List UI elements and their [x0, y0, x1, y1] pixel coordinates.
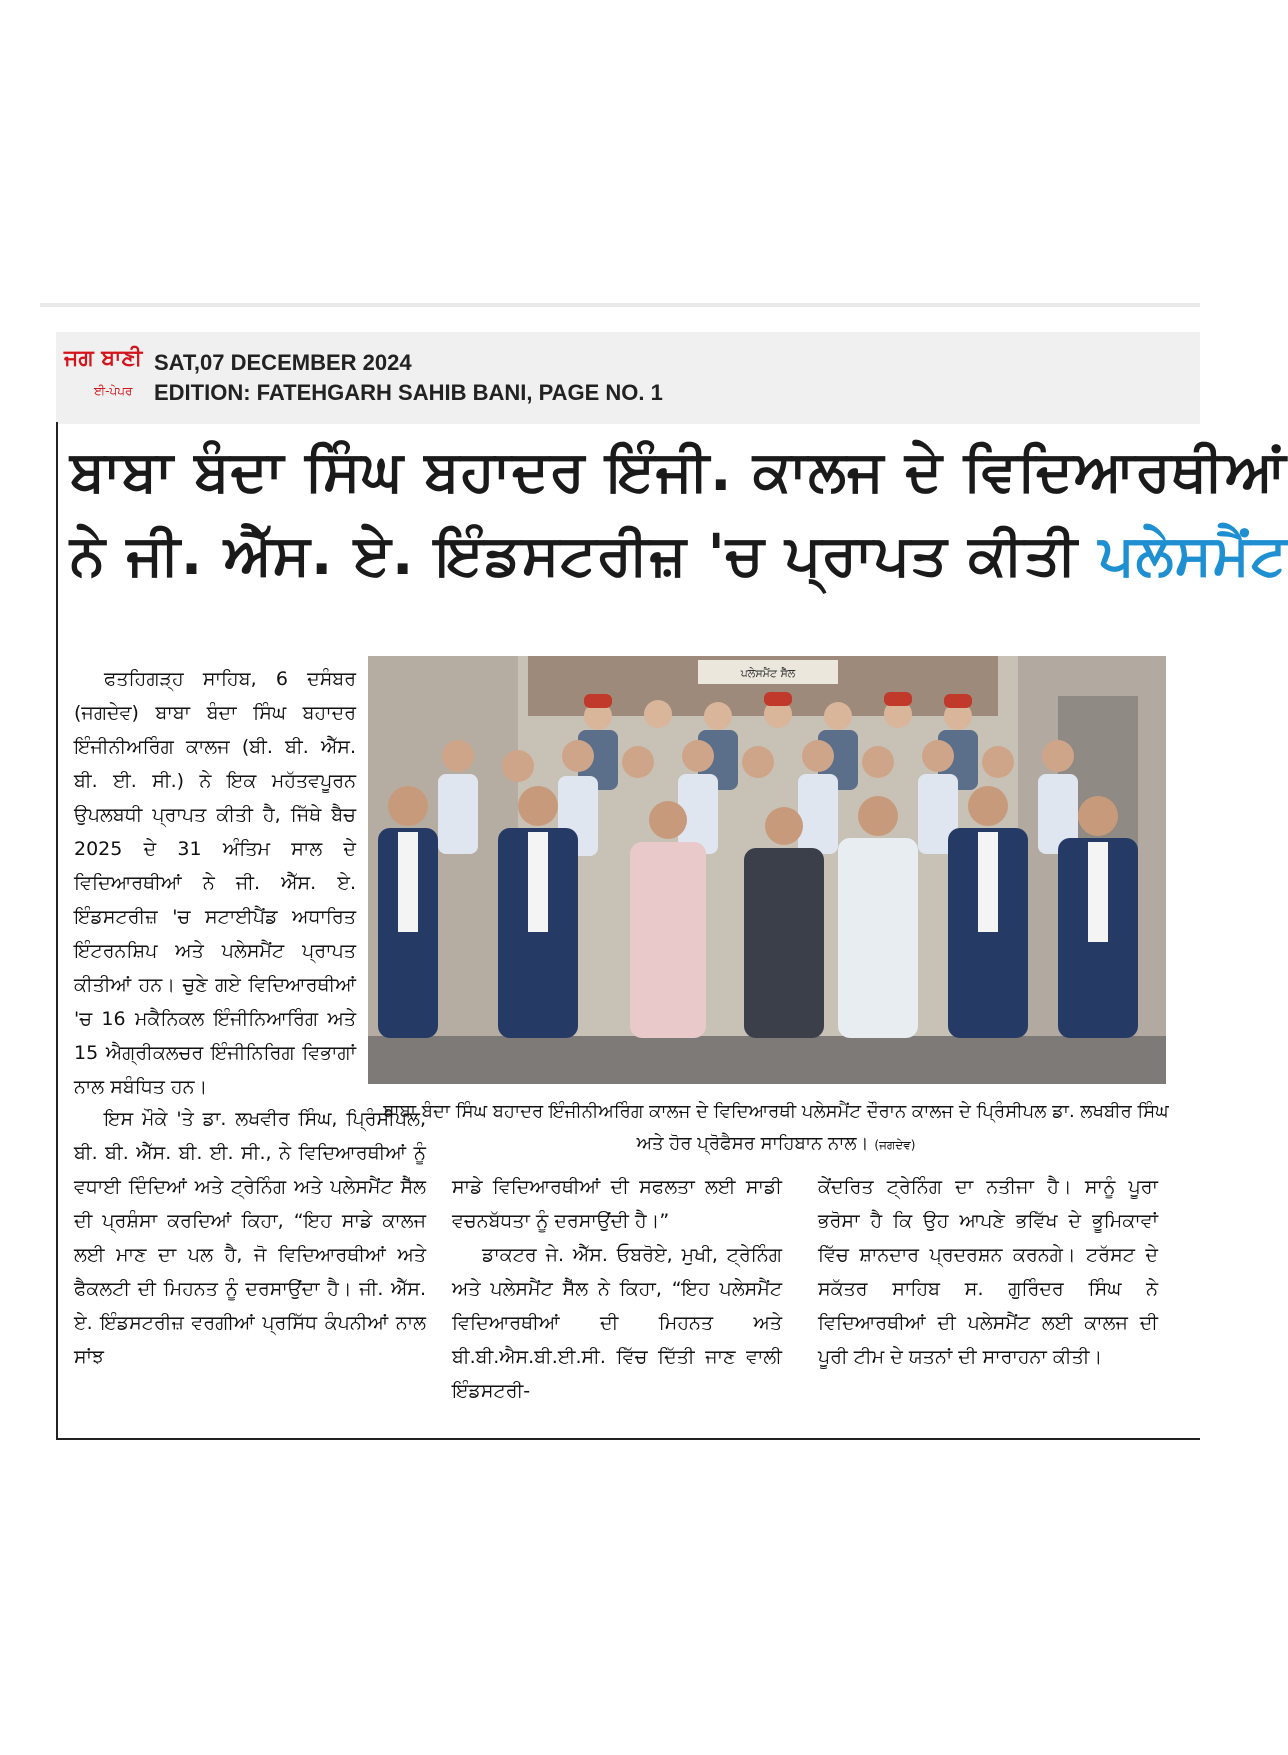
headline-line-2-text: ਨੇ ਜੀ. ਐੱਸ. ਏ. ਇੰਡਸਟਰੀਜ਼ 'ਚ ਪ੍ਰਾਪਤ ਕੀਤੀ: [70, 523, 1079, 588]
article-paragraph-2-continued: ਸਾਡੇ ਵਿਦਿਆਰਥੀਆਂ ਦੀ ਸਫਲਤਾ ਲਈ ਸਾਡੀ ਵਚਨਬੱਧਤਾ ਨੂੰ ਦਰਸਾਉਂਦੀ ਹੈ।”: [452, 1176, 782, 1232]
article-paragraph-2: ਇਸ ਮੌਕੇ 'ਤੇ ਡਾ. ਲਖਵੀਰ ਸਿੰਘ, ਪ੍ਰਿੰਸੀਪਲ, ਬੀ. ਬੀ. ਐੱਸ. ਬੀ. ਈ. ਸੀ., ਨੇ ਵਿਦਿਆਰਥੀਆਂ ਨੂੰ ਵਧਾਈ ਦਿੰਦਿਆਂ ਅਤੇ ਟ੍ਰੇਨਿੰਗ ਅਤੇ ਪਲੇਸਮੈਂਟ ਸੈੱਲ ਦੀ ਪ੍ਰਸ਼ੰਸਾ ਕਰਦਿਆਂ ਕਿਹਾ, “ਇਹ ਸਾਡੇ ਕਾਲਜ ਲਈ ਮਾਣ ਦਾ ਪਲ ਹੈ, ਜੋ ਵਿਦਿਆਰਥੀਆਂ ਅਤੇ ਫੈਕਲਟੀ ਦੀ ਮਿਹਨਤ ਨੂੰ ਦਰਸਾਉਂਦਾ ਹੈ। ਜੀ. ਐੱਸ. ਏ. ਇੰਡਸਟਰੀਜ਼ ਵਰਗੀਆਂ ਪ੍ਰਸਿੱਧ ਕੰਪਨੀਆਂ ਨਾਲ ਸਾਂਝ: [74, 1108, 426, 1368]
clipping-bottom-border: [56, 1438, 1200, 1440]
article-paragraph-1: ਫਤਹਿਗੜ੍ਹ ਸਾਹਿਬ, 6 ਦਸੰਬਰ (ਜਗਦੇਵ) ਬਾਬਾ ਬੰਦਾ ਸਿੰਘ ਬਹਾਦਰ ਇੰਜੀਨੀਅਰਿੰਗ ਕਾਲਜ (ਬੀ. ਬੀ. ਐੱਸ. ਬੀ. ਈ. ਸੀ.) ਨੇ ਇਕ ਮਹੱਤਵਪੂਰਨ ਉਪਲਬਧੀ ਪ੍ਰਾਪਤ ਕੀਤੀ ਹੈ, ਜਿੱਥੇ ਬੈਚ 2025 ਦੇ 31 ਅੰਤਿਮ ਸਾਲ ਦੇ ਵਿਦਿਆਰਥੀਆਂ ਨੇ ਜੀ. ਐੱਸ. ਏ. ਇੰਡਸਟਰੀਜ਼ 'ਚ ਸਟਾਈਪੈਂਡ ਅਧਾਰਿਤ ਇੰਟਰਨਸ਼ਿਪ ਅਤੇ ਪਲੇਸਮੈਂਟ ਪ੍ਰਾਪਤ ਕੀਤੀਆਂ ਹਨ। ਚੁਣੇ ਗਏ ਵਿਦਿਆਰਥੀਆਂ 'ਚ 16 ਮਕੈਨਿਕਲ ਇੰਜੀਨਿਆਰਿੰਗ ਅਤੇ 15 ਐਗ੍ਰੀਕਲਚਰ ਇੰਜੀਨਿਰਿਗ ਵਿਭਾਗਾਂ ਨਾਲ ਸਬੰਧਿਤ ਹਨ।: [74, 668, 356, 1098]
headline-accent-word: ਪਲੇਸਮੈਂਟ: [1098, 523, 1288, 588]
group-photo: [368, 656, 1166, 1084]
clipping-header: [56, 332, 1200, 424]
page-top-divider: [40, 303, 1200, 307]
photo-caption: [376, 1096, 1176, 1161]
article-column-2: [452, 1170, 782, 1408]
article-column-1-bottom: [74, 1102, 426, 1374]
headline-line-2: [70, 520, 1288, 592]
edition-info: EDITION: FATEHGARH SAHIB BANI, PAGE NO. 1: [154, 380, 663, 405]
article-paragraph-3-continued: ਕੇਂਦਰਿਤ ਟ੍ਰੇਨਿੰਗ ਦਾ ਨਤੀਜਾ ਹੈ। ਸਾਨੂੰ ਪੂਰਾ ਭਰੋਸਾ ਹੈ ਕਿ ਉਹ ਆਪਣੇ ਭਵਿੱਖ ਦੇ ਭੂਮਿਕਾਵਾਂ ਵਿੱਚ ਸ਼ਾਨਦਾਰ ਪ੍ਰਦਰਸ਼ਨ ਕਰਨਗੇ। ਟਰੱਸਟ ਦੇ ਸਕੱਤਰ ਸਾਹਿਬ ਸ. ਗੁਰਿੰਦਰ ਸਿੰਘ ਨੇ ਵਿਦਿਆਰਥੀਆਂ ਦੀ ਪਲੇਸਮੈਂਟ ਲਈ ਕਾਲਜ ਦੀ ਪੂਰੀ ਟੀਮ ਦੇ ਯਤਨਾਂ ਦੀ ਸਾਰਾਹਨਾ ਕੀਤੀ।: [818, 1176, 1158, 1368]
article-column-3: [818, 1170, 1158, 1374]
article-paragraph-3: ਡਾਕਟਰ ਜੇ. ਐੱਸ. ਓਬਰੋਏ, ਮੁਖੀ, ਟ੍ਰੇਨਿੰਗ ਅਤੇ ਪਲੇਸਮੈਂਟ ਸੈੱਲ ਨੇ ਕਿਹਾ, “ਇਹ ਪਲੇਸਮੈਂਟ ਵਿਦਿਆਰਥੀਆਂ ਦੀ ਮਿਹਨਤ ਅਤੇ ਬੀ.ਬੀ.ਐਸ.ਬੀ.ਈ.ਸੀ. ਵਿੱਚ ਦਿੱਤੀ ਜਾਣ ਵਾਲੀ ਇੰਡਸਟਰੀ-: [452, 1244, 782, 1402]
newspaper-clipping: [56, 332, 1288, 1440]
clipping-left-border: [56, 422, 58, 1438]
logo-subtext: ਈ-ਪੇਪਰ: [94, 384, 133, 398]
photo-credit: (ਜਗਦੇਵ): [874, 1138, 916, 1152]
headline-line-1: ਬਾਬਾ ਬੰਦਾ ਸਿੰਘ ਬਹਾਦਰ ਇੰਜੀ. ਕਾਲਜ ਦੇ ਵਿਦਿਆਰਥੀਆਂ: [70, 439, 1287, 504]
photo-banner-text: ਪਲੇਸਮੈਂਟ ਸੈੱਲ: [740, 667, 796, 680]
logo-text: ਜਗ ਬਾਣੀ: [64, 346, 143, 371]
photo-caption-text: ਬਾਬਾ ਬੰਦਾ ਸਿੰਘ ਬਹਾਦਰ ਇੰਜੀਨੀਅਰਿੰਗ ਕਾਲਜ ਦੇ ਵਿਦਿਆਰਥੀ ਪਲੇਸਮੈਂਟ ਦੌਰਾਨ ਕਾਲਜ ਦੇ ਪ੍ਰਿੰਸੀਪਲ ਡਾ. ਲਖਬੀਰ ਸਿੰਘ ਅਤੇ ਹੋਰ ਪ੍ਰੋਫੈਸਰ ਸਾਹਿਬਾਨ ਨਾਲ।: [383, 1101, 1169, 1154]
newspaper-logo: [64, 346, 143, 412]
group-photo-illustration: [368, 656, 1166, 1084]
article-column-1-top: [74, 662, 356, 1104]
publication-date: SAT,07 DECEMBER 2024: [154, 350, 412, 375]
